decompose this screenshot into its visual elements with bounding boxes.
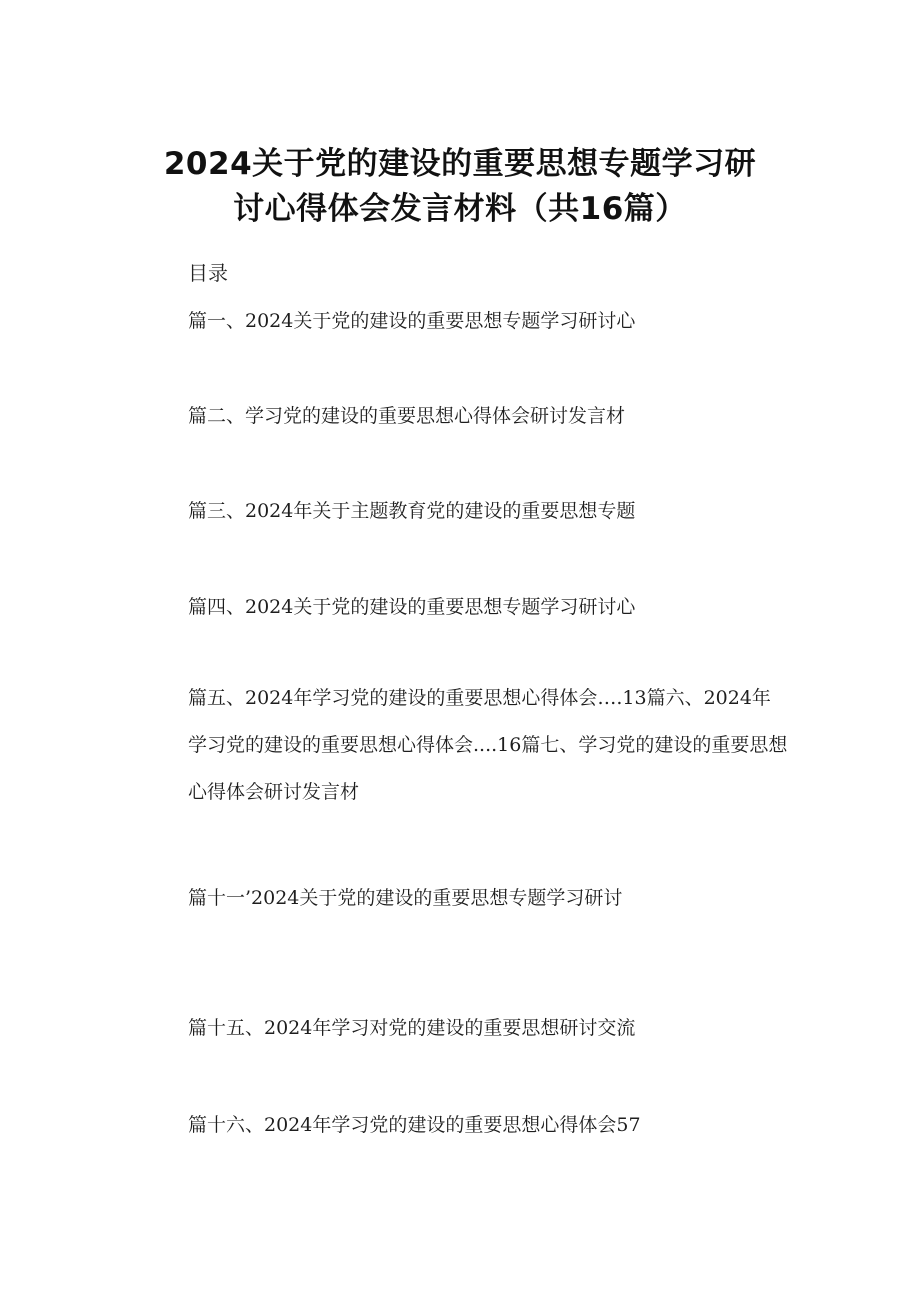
toc-entry-1: 篇一、2024关于党的建设的重要思想专题学习研讨心: [188, 310, 636, 332]
toc-entry-16: 篇十六、2024年学习党的建设的重要思想心得体会57: [188, 1114, 641, 1136]
document-title-line-1: 2024关于党的建设的重要思想专题学习研: [163, 146, 757, 182]
toc-heading: 目录: [188, 261, 228, 285]
toc-entry-4: 篇四、2024关于党的建设的重要思想专题学习研讨心: [188, 596, 636, 618]
toc-entry-11: 篇十一’2024关于党的建设的重要思想专题学习研讨: [188, 887, 623, 909]
document-title-line-2: 讨心得体会发言材料（共16篇）: [233, 191, 687, 227]
toc-entry-15: 篇十五、2024年学习对党的建设的重要思想研讨交流: [188, 1017, 636, 1039]
toc-entry-2: 篇二、学习党的建设的重要思想心得体会研讨发言材: [188, 405, 626, 427]
toc-entry-3: 篇三、2024年关于主题教育党的建设的重要思想专题: [188, 500, 636, 522]
toc-entry-5-7: 篇五、2024年学习党的建设的重要思想心得体会….13篇六、2024年学习党的建设的重要思想心得体会....16篇七、学习党的建设的重要思想心得体会研讨发言材: [188, 687, 788, 803]
